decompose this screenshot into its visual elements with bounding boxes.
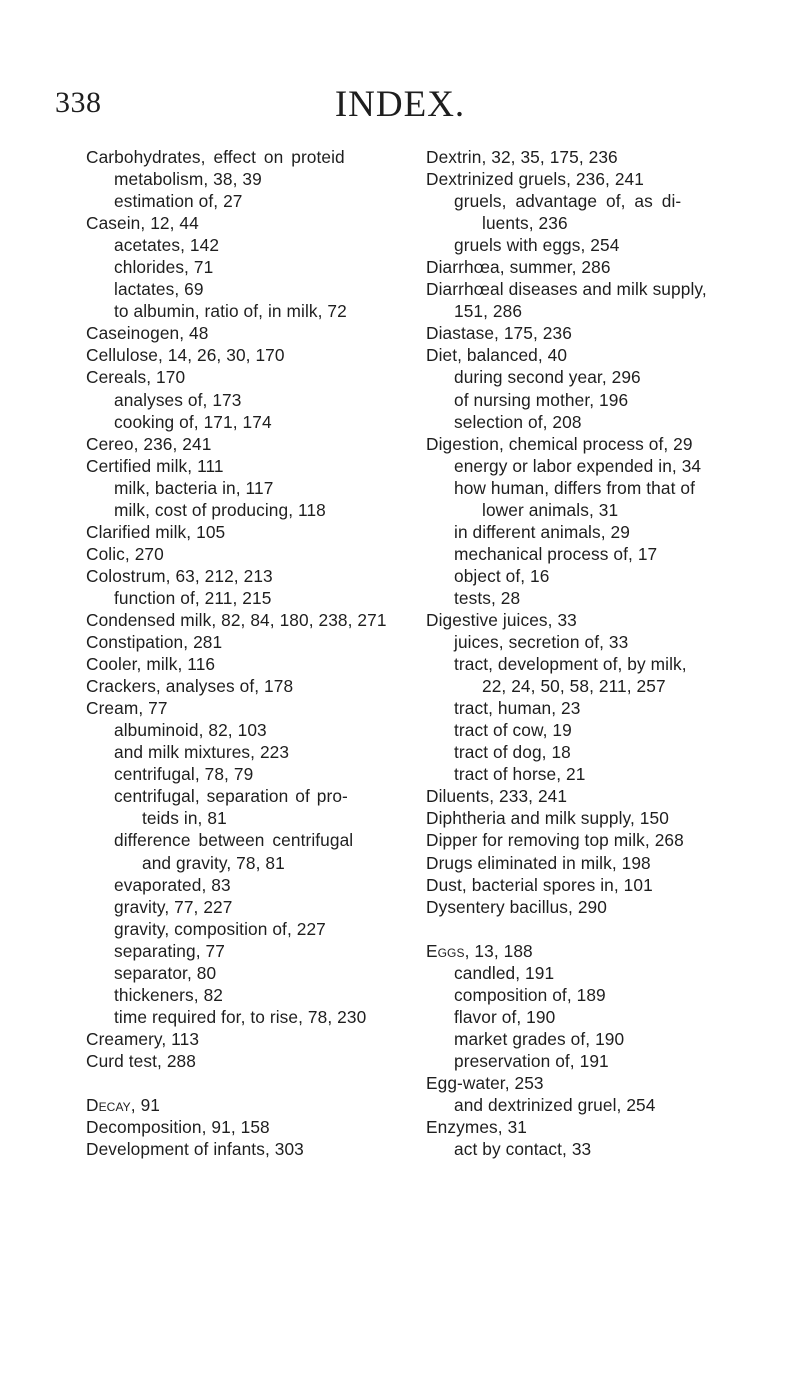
index-entry: Crackers, analyses of, 178	[86, 676, 294, 697]
index-entry: Digestion, chemical process of, 29	[426, 433, 693, 454]
index-entry: Cooler, milk, 116	[86, 654, 216, 675]
index-subentry: lactates, 69	[114, 279, 204, 300]
index-subentry: cooking of, 171, 174	[114, 411, 272, 432]
index-entry: Colostrum, 63, 212, 213	[86, 565, 273, 586]
index-subentry: chlorides, 71	[114, 257, 214, 278]
index-entry: Cellulose, 14, 26, 30, 170	[86, 345, 285, 366]
index-column-left	[86, 146, 404, 1160]
index-subentry: and milk mixtures, 223	[114, 742, 290, 763]
section-gap	[86, 1072, 404, 1094]
index-subentry: candled, 191	[454, 962, 555, 983]
index-subentry: separating, 77	[114, 940, 225, 961]
index-subentry: acetates, 142	[114, 235, 220, 256]
index-entry: Dextrin, 32, 35, 175, 236	[426, 147, 618, 167]
index-entry: Diet, balanced, 40	[426, 345, 568, 366]
index-entry: Diarrhœa, summer, 286	[426, 257, 611, 278]
index-subentry: in different animals, 29	[454, 521, 630, 542]
index-subentry: thickeners, 82	[114, 984, 223, 1005]
index-subentry: gravity, 77, 227	[114, 896, 233, 917]
index-subentry: tract of horse, 21	[454, 764, 586, 785]
page-title: INDEX.	[334, 84, 466, 125]
index-subentry: object of, 16	[454, 565, 550, 586]
index-entry: Dextrinized gruels, 236, 241	[426, 169, 644, 190]
index-entry-continuation: and gravity, 78, 81	[142, 852, 285, 873]
index-entry: Diphtheria and milk supply, 150	[426, 808, 669, 829]
index-subentry: selection of, 208	[454, 411, 582, 432]
index-subentry: analyses of, 173	[114, 389, 242, 410]
index-subentry: evaporated, 83	[114, 874, 231, 895]
index-subentry: function of, 211, 215	[114, 587, 272, 608]
index-subentry: and dextrinized gruel, 254	[454, 1094, 656, 1115]
index-subentry: tract of cow, 19	[454, 720, 572, 741]
index-entry: Drugs eliminated in milk, 198	[426, 852, 651, 873]
index-subentry: juices, secretion of, 33	[454, 632, 629, 653]
index-entry-continuation: luents, 236	[482, 213, 568, 234]
index-entry: Eggs, 13, 188	[426, 940, 533, 961]
section-gap	[426, 918, 794, 940]
index-subentry: gruels, advantage of, as di-	[454, 191, 682, 212]
index-entry-continuation: lower animals, 31	[482, 499, 619, 520]
index-entry: Dust, bacterial spores in, 101	[426, 874, 653, 895]
index-subentry: gravity, composition of, 227	[114, 918, 326, 939]
index-entry-continuation: metabolism, 38, 39	[114, 169, 262, 190]
index-entry: Decay, 91	[86, 1094, 160, 1115]
index-entry: Certified milk, 111	[86, 455, 224, 476]
index-subentry: mechanical process of, 17	[454, 543, 658, 564]
index-entry: Carbohydrates, effect on proteid	[86, 147, 345, 167]
index-entry: Constipation, 281	[86, 632, 223, 653]
index-column-right	[426, 146, 794, 1160]
index-subentry: gruels with eggs, 254	[454, 235, 620, 256]
index-entry: Diluents, 233, 241	[426, 786, 568, 807]
index-subentry: tract, development of, by milk,	[454, 654, 687, 675]
index-subentry: estimation of, 27	[114, 191, 243, 212]
index-entry-continuation: teids in, 81	[142, 808, 227, 829]
index-subentry: centrifugal, 78, 79	[114, 764, 254, 785]
index-entry: Cream, 77	[86, 698, 168, 719]
index-subentry: tests, 28	[454, 587, 521, 608]
index-subentry: to albumin, ratio of, in milk, 72	[114, 301, 347, 322]
index-entry: Creamery, 113	[86, 1028, 200, 1049]
index-subentry: energy or labor expended in, 34	[454, 455, 702, 476]
index-subentry: act by contact, 33	[454, 1139, 592, 1160]
page-number: 338	[55, 86, 102, 119]
index-subentry: milk, cost of producing, 118	[114, 499, 326, 520]
index-entry: Casein, 12, 44	[86, 213, 199, 234]
index-entry: Curd test, 288	[86, 1050, 196, 1071]
index-entry: Condensed milk, 82, 84, 180, 238, 271	[86, 609, 387, 630]
index-subentry: during second year, 296	[454, 367, 641, 388]
index-entry: Enzymes, 31	[426, 1117, 527, 1138]
index-entry: Egg-water, 253	[426, 1072, 544, 1093]
index-subentry: albuminoid, 82, 103	[114, 720, 267, 741]
index-subentry: market grades of, 190	[454, 1028, 625, 1049]
index-entry-continuation: 151, 286	[454, 301, 523, 322]
index-entry: Dysentery bacillus, 290	[426, 896, 607, 917]
index-subentry: how human, differs from that of	[454, 477, 695, 498]
index-entry: Cereo, 236, 241	[86, 433, 212, 454]
index-entry: Diastase, 175, 236	[426, 323, 572, 344]
index-subentry: separator, 80	[114, 962, 217, 983]
index-entry: Clarified milk, 105	[86, 521, 226, 542]
index-subentry: milk, bacteria in, 117	[114, 477, 274, 498]
index-subentry: composition of, 189	[454, 984, 606, 1005]
index-entry: Caseinogen, 48	[86, 323, 209, 344]
index-entry: Cereals, 170	[86, 367, 186, 388]
index-entry: Decomposition, 91, 158	[86, 1117, 270, 1138]
index-subentry: preservation of, 191	[454, 1050, 609, 1071]
index-entry-continuation: 22, 24, 50, 58, 211, 257	[482, 676, 666, 697]
index-subentry: time required for, to rise, 78, 230	[114, 1006, 367, 1027]
index-entry: Digestive juices, 33	[426, 609, 577, 630]
index-subentry: flavor of, 190	[454, 1006, 556, 1027]
index-entry: Development of infants, 303	[86, 1139, 304, 1160]
index-subentry: tract of dog, 18	[454, 742, 571, 763]
index-subentry: of nursing mother, 196	[454, 389, 629, 410]
index-entry: Colic, 270	[86, 543, 164, 564]
index-entry: Dipper for removing top milk, 268	[426, 830, 684, 851]
index-entry: Diarrhœal diseases and milk supply,	[426, 279, 707, 300]
index-subentry: centrifugal, separation of pro-	[114, 786, 348, 807]
index-subentry: tract, human, 23	[454, 698, 581, 719]
index-subentry: difference between centrifugal	[114, 830, 354, 851]
